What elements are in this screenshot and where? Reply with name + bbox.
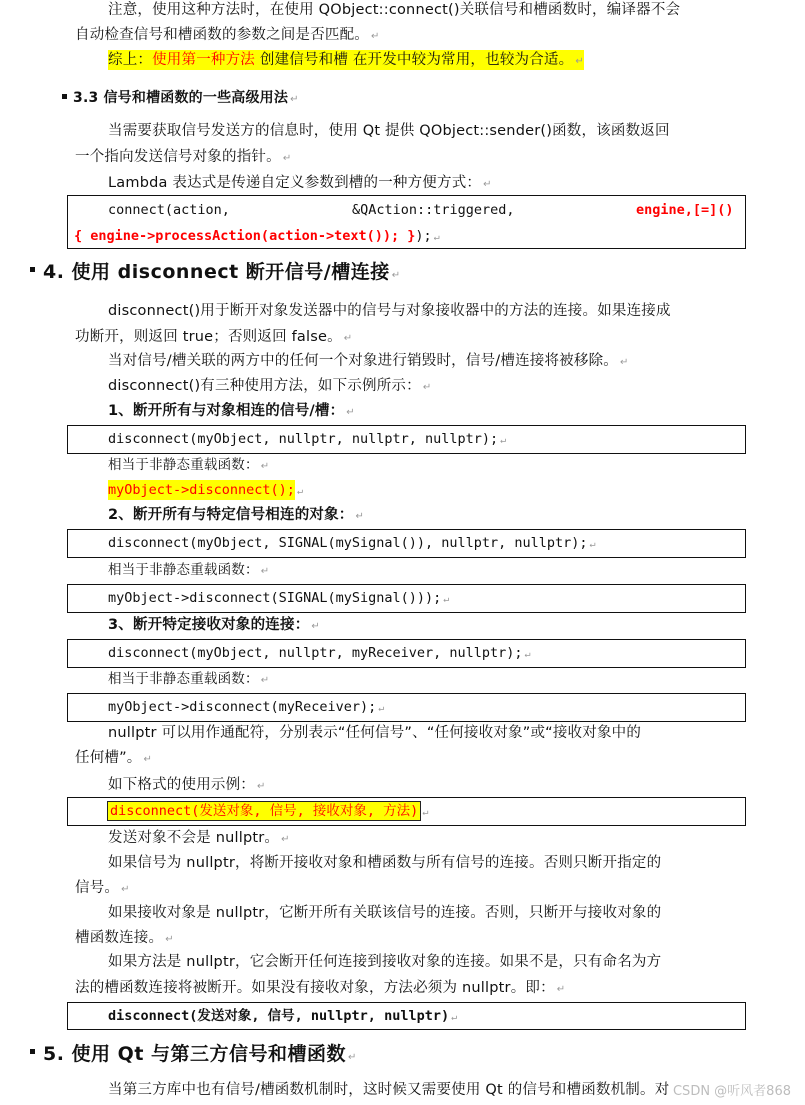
paragraph-mark-icon: ↵ xyxy=(556,984,566,995)
equiv-label-1: 相当于非静态重载函数： ↵ xyxy=(108,457,270,473)
code-3-equiv: myObject->disconnect(myReceiver); ↵ xyxy=(108,699,385,715)
paragraph-signal-null-line2: 信号。 ↵ xyxy=(75,880,130,896)
paragraph-mark-icon: ↵ xyxy=(296,486,303,497)
paragraph-destroy: 当对信号/槽关联的两方中的任何一个对象进行销毁时，信号/槽连接将被移除。 ↵ xyxy=(108,353,629,369)
paragraph-sender-line1: 当需要获取信号发送方的信息时，使用 Qt 提供 QObject::sender()函数，该函数返回 xyxy=(108,123,670,139)
paragraph-mark-icon: ↵ xyxy=(143,754,153,765)
paragraph-mark-icon: ↵ xyxy=(282,153,292,164)
paragraph-mark-icon: ↵ xyxy=(281,834,290,845)
paragraph-mark-icon: ↵ xyxy=(260,461,270,472)
paragraph-mark-icon: ↵ xyxy=(257,781,266,792)
paragraph-signal-null-line1: 如果信号为 nullptr，将断开接收对象和槽函数与所有信号的连接。否则只断开指定的 xyxy=(108,855,662,871)
paragraph-mark-icon: ↵ xyxy=(451,1012,458,1023)
paragraph-mark-icon: ↵ xyxy=(378,703,385,714)
code-1-equiv: myObject->disconnect(); ↵ xyxy=(108,482,303,498)
paragraph-mark-icon: ↵ xyxy=(311,621,320,632)
paragraph-mark-icon: ↵ xyxy=(500,435,507,446)
paragraph-mark-icon: ↵ xyxy=(433,232,440,243)
paragraph-sender-null: 发送对象不会是 nullptr。 ↵ xyxy=(108,830,290,846)
paragraph-method-null-line2: 法的槽函数连接将被断开。如果没有接收对象，方法必须为 nullptr。即： ↵ xyxy=(75,980,566,996)
code-lambda-part2: &QAction::triggered, xyxy=(352,202,515,218)
paragraph-receiver-null-line2: 槽函数连接。 ↵ xyxy=(75,930,174,946)
bullet-icon xyxy=(30,1049,35,1054)
paragraph-mark-icon: ↵ xyxy=(524,649,531,660)
equiv-label-3: 相当于非静态重载函数： ↵ xyxy=(108,671,270,687)
paragraph-mark-icon: ↵ xyxy=(371,31,380,42)
paragraph-mark-icon: ↵ xyxy=(589,539,596,550)
item1-title: 1、断开所有与对象相连的信号/槽： ↵ xyxy=(108,403,355,419)
paragraph-lambda: Lambda 表达式是传递自定义参数到槽的一种方便方式： ↵ xyxy=(108,175,492,191)
paragraph-mark-icon: ↵ xyxy=(348,1052,357,1063)
watermark: CSDN @听风者868 xyxy=(672,1084,791,1099)
summary-highlight xyxy=(108,50,584,72)
paragraph-mark-icon: ↵ xyxy=(422,807,429,818)
paragraph-mark-icon: ↵ xyxy=(443,594,450,605)
code-format: disconnect(发送对象, 信号, 接收对象, 方法) ↵ xyxy=(110,803,429,819)
paragraph-third-party: 当第三方库中也有信号/槽函数机制时，这时候又需要使用 Qt 的信号和槽函数机制。对 xyxy=(108,1082,670,1098)
paragraph-wildcard-line2: 任何槽”。 ↵ xyxy=(75,750,153,766)
paragraph-mark-icon: ↵ xyxy=(355,511,365,522)
paragraph-mark-icon: ↵ xyxy=(483,179,492,190)
paragraph-receiver-null-line1: 如果接收对象是 nullptr，它断开所有关联该信号的连接。否则，只断开与接收对象的 xyxy=(108,905,662,921)
bullet-icon xyxy=(30,267,35,272)
heading-3-3: 3.3 信号和槽函数的一些高级用法 ↵ xyxy=(62,88,299,110)
code-lambda-part3: engine,[=]() xyxy=(636,202,734,218)
paragraph-mark-icon: ↵ xyxy=(260,566,270,577)
equiv-label-2: 相当于非静态重载函数： ↵ xyxy=(108,562,270,578)
paragraph-method-null-line1: 如果方法是 nullptr，它会断开任何连接到接收对象的连接。如果不是，只有命名为方 xyxy=(108,954,662,970)
paragraph-mark-icon: ↵ xyxy=(391,270,401,281)
paragraph-mark-icon: ↵ xyxy=(575,56,584,67)
code-final: disconnect(发送对象, 信号, nullptr, nullptr) ↵ xyxy=(108,1008,458,1024)
heading-4: 4. 使用 disconnect 断开信号/槽连接 ↵ xyxy=(30,262,401,286)
paragraph-disconnect-line1: disconnect()用于断开对象发送器中的信号与对象接收器中的方法的连接。如果连接成 xyxy=(108,303,671,319)
paragraph-mark-icon: ↵ xyxy=(290,94,299,105)
paragraph-format: 如下格式的使用示例： ↵ xyxy=(108,777,266,793)
code-2-equiv: myObject->disconnect(SIGNAL(mySignal())); ↵ xyxy=(108,590,450,606)
item2-title: 2、断开所有与特定信号相连的对象： ↵ xyxy=(108,507,365,523)
summary-rest: 创建信号和槽 在开发中较为常用，也较为合适。 xyxy=(255,52,574,68)
code-2: disconnect(myObject, SIGNAL(mySignal()), nullptr, nullptr); ↵ xyxy=(108,535,596,551)
paragraph-note-line1: 注意，使用这种方法时，在使用 QObject::connect()关联信号和槽函数时，编译器不会 xyxy=(108,2,681,18)
paragraph-mark-icon: ↵ xyxy=(619,357,629,368)
paragraph-mark-icon: ↵ xyxy=(422,382,432,393)
heading-5: 5. 使用 Qt 与第三方信号和槽函数 ↵ xyxy=(30,1044,357,1068)
paragraph-mark-icon: ↵ xyxy=(346,407,355,418)
paragraph-three-ways: disconnect()有三种使用方法，如下示例所示： ↵ xyxy=(108,378,432,394)
summary-emphasis: 使用第一种方法 xyxy=(152,52,256,68)
paragraph-mark-icon: ↵ xyxy=(343,333,353,344)
paragraph-mark-icon: ↵ xyxy=(121,884,130,895)
paragraph-mark-icon: ↵ xyxy=(165,934,174,945)
paragraph-mark-icon: ↵ xyxy=(260,675,270,686)
paragraph-sender-line2: 一个指向发送信号对象的指针。 ↵ xyxy=(75,149,292,165)
paragraph-disconnect-line2: 功断开，则返回 true；否则返回 false。 ↵ xyxy=(75,329,353,345)
code-3: disconnect(myObject, nullptr, myReceiver, nullptr); ↵ xyxy=(108,645,531,661)
paragraph-wildcard-line1: nullptr 可以用作通配符，分别表示“任何信号”、“任何接收对象”或“接收对象中的 xyxy=(108,725,642,741)
code-lambda-line2: { engine->processAction(action->text()); }); ↵ xyxy=(74,228,440,244)
code-1: disconnect(myObject, nullptr, nullptr, nullptr); ↵ xyxy=(108,431,507,447)
bullet-icon xyxy=(62,94,67,99)
item3-title: 3、断开特定接收对象的连接： ↵ xyxy=(108,617,320,633)
summary-prefix: 综上： xyxy=(108,52,153,68)
paragraph-note-line2: 自动检查信号和槽函数的参数之间是否匹配。 ↵ xyxy=(75,27,380,43)
code-lambda-part1: connect(action, xyxy=(108,202,230,218)
